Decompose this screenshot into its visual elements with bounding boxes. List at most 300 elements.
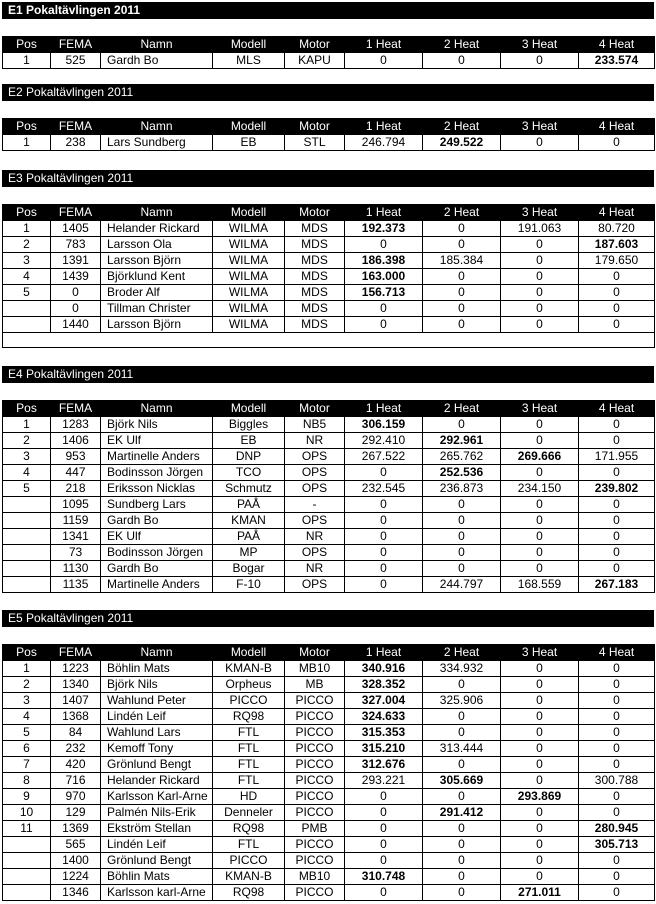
table-cell: PICCO <box>285 789 345 805</box>
results-table <box>2 36 655 69</box>
column-header: 4 Heat <box>579 119 655 135</box>
table-cell: 280.945 <box>579 821 655 837</box>
table-row <box>3 885 655 901</box>
table-cell: Bodinsson Jörgen <box>101 465 213 481</box>
table-cell: 0 <box>579 693 655 709</box>
table-cell: Karlsson karl-Arne <box>101 885 213 901</box>
table-cell: 0 <box>423 853 501 869</box>
table-cell: 324.633 <box>345 709 423 725</box>
table-cell: 0 <box>501 465 579 481</box>
table-cell: Sundberg Lars <box>101 497 213 513</box>
column-header: 1 Heat <box>345 645 423 661</box>
column-header: 4 Heat <box>579 645 655 661</box>
table-cell: 1440 <box>51 317 101 333</box>
table-cell: 0 <box>345 529 423 545</box>
table-cell: 0 <box>579 757 655 773</box>
table-cell: Karlsson Karl-Arne <box>101 789 213 805</box>
table-cell: 1346 <box>51 885 101 901</box>
table-cell: WILMA <box>213 221 285 237</box>
table-cell: MDS <box>285 285 345 301</box>
table-cell: 293.221 <box>345 773 423 789</box>
table-cell: PICCO <box>213 693 285 709</box>
table-cell: 0 <box>579 561 655 577</box>
table-cell <box>3 301 51 317</box>
table-cell: OPS <box>285 465 345 481</box>
column-header: Modell <box>213 37 285 53</box>
table-cell: 0 <box>501 433 579 449</box>
table-cell: EK Ulf <box>101 433 213 449</box>
column-header: 3 Heat <box>501 119 579 135</box>
table-cell: Grönlund Bengt <box>101 853 213 869</box>
table-cell: 0 <box>501 725 579 741</box>
table-cell: 1159 <box>51 513 101 529</box>
table-cell: 0 <box>501 837 579 853</box>
table-cell: 1341 <box>51 529 101 545</box>
table-cell: Wahlund Peter <box>101 693 213 709</box>
table-cell: 0 <box>501 497 579 513</box>
table-cell: 0 <box>345 465 423 481</box>
column-header: FEMA <box>51 401 101 417</box>
table-row <box>3 269 655 285</box>
table-cell: NB5 <box>285 417 345 433</box>
table-cell: 6 <box>3 741 51 757</box>
table-cell: 1391 <box>51 253 101 269</box>
table-cell: TCO <box>213 465 285 481</box>
results-table <box>2 118 655 151</box>
table-cell: 0 <box>579 741 655 757</box>
table-cell: 11 <box>3 821 51 837</box>
header-row <box>3 119 655 135</box>
table-cell: 293.869 <box>501 789 579 805</box>
table-cell: PICCO <box>285 837 345 853</box>
table-row <box>3 545 655 561</box>
table-cell: 1224 <box>51 869 101 885</box>
table-cell: 0 <box>579 529 655 545</box>
table-cell: 1340 <box>51 677 101 693</box>
table-cell: Ekström Stellan <box>101 821 213 837</box>
table-cell: 3 <box>3 693 51 709</box>
table-cell: 0 <box>423 237 501 253</box>
column-header: Motor <box>285 645 345 661</box>
table-row <box>3 301 655 317</box>
table-cell: 0 <box>423 709 501 725</box>
table-cell: Martinelle Anders <box>101 577 213 593</box>
table-cell: 0 <box>579 709 655 725</box>
column-header: Modell <box>213 205 285 221</box>
table-row <box>3 253 655 269</box>
table-cell <box>3 577 51 593</box>
section-title: E1 Pokaltävlingen 2011 <box>2 2 654 19</box>
column-header: 1 Heat <box>345 401 423 417</box>
table-cell: RQ98 <box>213 821 285 837</box>
table-cell: OPS <box>285 449 345 465</box>
table-cell: WILMA <box>213 301 285 317</box>
table-cell: 192.373 <box>345 221 423 237</box>
table-cell: HD <box>213 789 285 805</box>
table-cell: MP <box>213 545 285 561</box>
table-cell: 5 <box>3 285 51 301</box>
table-cell: NR <box>285 433 345 449</box>
table-cell: 313.444 <box>423 741 501 757</box>
table-cell: KMAN-B <box>213 661 285 677</box>
table-cell: 238 <box>51 135 101 151</box>
table-cell: 0 <box>579 417 655 433</box>
table-cell <box>3 853 51 869</box>
table-row <box>3 821 655 837</box>
table-row <box>3 513 655 529</box>
table-cell: FTL <box>213 725 285 741</box>
table-cell: 1400 <box>51 853 101 869</box>
table-cell: Larsson Björn <box>101 317 213 333</box>
table-cell: Gardh Bo <box>101 53 213 69</box>
table-cell: PICCO <box>285 709 345 725</box>
table-cell: 239.802 <box>579 481 655 497</box>
table-cell: 0 <box>501 709 579 725</box>
table-cell: 0 <box>579 853 655 869</box>
table-cell: 186.398 <box>345 253 423 269</box>
table-row <box>3 709 655 725</box>
table-cell: 310.748 <box>345 869 423 885</box>
table-cell: 1369 <box>51 821 101 837</box>
table-cell: 0 <box>345 853 423 869</box>
table-cell: 267.522 <box>345 449 423 465</box>
table-cell: 0 <box>423 269 501 285</box>
table-cell: 236.873 <box>423 481 501 497</box>
table-cell: DNP <box>213 449 285 465</box>
column-header: Modell <box>213 119 285 135</box>
column-header: Motor <box>285 37 345 53</box>
table-cell: 0 <box>345 545 423 561</box>
table-cell: 0 <box>423 285 501 301</box>
table-cell: 232.545 <box>345 481 423 497</box>
column-header: Namn <box>101 645 213 661</box>
column-header: Namn <box>101 205 213 221</box>
table-cell: 0 <box>579 513 655 529</box>
table-cell: FTL <box>213 741 285 757</box>
column-header: 3 Heat <box>501 401 579 417</box>
table-cell: Larsson Björn <box>101 253 213 269</box>
table-cell: Schmutz <box>213 481 285 497</box>
table-cell: 0 <box>345 885 423 901</box>
table-cell: 0 <box>579 725 655 741</box>
table-row <box>3 561 655 577</box>
section-title: E2 Pokaltävlingen 2011 <box>2 84 654 101</box>
table-cell: 1 <box>3 53 51 69</box>
table-cell: 305.713 <box>579 837 655 853</box>
table-cell: 0 <box>423 789 501 805</box>
table-row <box>3 837 655 853</box>
table-cell <box>3 885 51 901</box>
table-cell: 244.797 <box>423 577 501 593</box>
table-cell: 0 <box>345 301 423 317</box>
table-cell: Gardh Bo <box>101 513 213 529</box>
table-cell: 2 <box>3 237 51 253</box>
table-row <box>3 317 655 333</box>
table-row <box>3 773 655 789</box>
table-cell: MDS <box>285 221 345 237</box>
table-cell: 3 <box>3 253 51 269</box>
table-cell: 73 <box>51 545 101 561</box>
header-row <box>3 205 655 221</box>
table-cell: 1130 <box>51 561 101 577</box>
table-cell: 271.011 <box>501 885 579 901</box>
column-header: Pos <box>3 645 51 661</box>
table-cell <box>3 545 51 561</box>
table-row <box>3 497 655 513</box>
table-cell: 267.183 <box>579 577 655 593</box>
table-cell: 0 <box>501 661 579 677</box>
table-cell: 325.906 <box>423 693 501 709</box>
table-cell: 4 <box>3 465 51 481</box>
table-cell: 0 <box>423 757 501 773</box>
table-row <box>3 741 655 757</box>
table-cell: 0 <box>51 285 101 301</box>
table-cell: NR <box>285 561 345 577</box>
table-cell: 292.410 <box>345 433 423 449</box>
table-cell: 0 <box>501 53 579 69</box>
column-header: Pos <box>3 119 51 135</box>
table-cell: RQ98 <box>213 885 285 901</box>
table-cell: FTL <box>213 773 285 789</box>
table-cell: 0 <box>423 301 501 317</box>
table-cell: 0 <box>423 725 501 741</box>
table-cell: Eriksson Nicklas <box>101 481 213 497</box>
column-header: Namn <box>101 119 213 135</box>
table-cell: Bogar <box>213 561 285 577</box>
table-cell: 179.650 <box>579 253 655 269</box>
column-header: 3 Heat <box>501 205 579 221</box>
column-header: 2 Heat <box>423 205 501 221</box>
table-cell: 0 <box>501 545 579 561</box>
table-cell: 4 <box>3 269 51 285</box>
table-cell: PICCO <box>285 757 345 773</box>
table-cell <box>3 497 51 513</box>
table-cell: 953 <box>51 449 101 465</box>
column-header: 2 Heat <box>423 645 501 661</box>
table-cell: 7 <box>3 757 51 773</box>
table-row <box>3 433 655 449</box>
table-cell: 0 <box>579 269 655 285</box>
column-header: Motor <box>285 401 345 417</box>
table-cell: 334.932 <box>423 661 501 677</box>
table-cell: Martinelle Anders <box>101 449 213 465</box>
table-cell: PICCO <box>285 693 345 709</box>
table-cell: Wahlund Lars <box>101 725 213 741</box>
table-cell: 1 <box>3 221 51 237</box>
table-cell: PICCO <box>285 725 345 741</box>
table-cell: 84 <box>51 725 101 741</box>
table-row <box>3 789 655 805</box>
column-header: Namn <box>101 37 213 53</box>
column-header: 1 Heat <box>345 119 423 135</box>
table-cell <box>3 837 51 853</box>
table-cell: 0 <box>579 869 655 885</box>
table-row <box>3 529 655 545</box>
table-row <box>3 853 655 869</box>
table-cell: 0 <box>423 545 501 561</box>
results-table <box>2 400 655 593</box>
column-header: 1 Heat <box>345 205 423 221</box>
column-header: 2 Heat <box>423 37 501 53</box>
table-cell: 0 <box>501 417 579 433</box>
table-cell: 0 <box>345 821 423 837</box>
table-cell: MLS <box>213 53 285 69</box>
table-cell: 0 <box>345 513 423 529</box>
table-cell: 2 <box>3 433 51 449</box>
table-cell: 0 <box>423 561 501 577</box>
table-cell: 0 <box>579 301 655 317</box>
table-cell: 3 <box>3 449 51 465</box>
table-cell: 783 <box>51 237 101 253</box>
table-cell: 0 <box>501 529 579 545</box>
table-cell: MDS <box>285 253 345 269</box>
column-header: FEMA <box>51 645 101 661</box>
table-cell: MB10 <box>285 869 345 885</box>
table-cell: 0 <box>501 821 579 837</box>
table-cell: 328.352 <box>345 677 423 693</box>
table-cell: KAPU <box>285 53 345 69</box>
table-cell: 0 <box>579 885 655 901</box>
table-cell: MDS <box>285 317 345 333</box>
table-cell: 0 <box>579 135 655 151</box>
table-cell: Orpheus <box>213 677 285 693</box>
table-cell <box>3 869 51 885</box>
table-row <box>3 725 655 741</box>
table-cell: 1368 <box>51 709 101 725</box>
table-cell: 0 <box>579 433 655 449</box>
table-cell: RQ98 <box>213 709 285 725</box>
column-header: 4 Heat <box>579 205 655 221</box>
table-cell: 0 <box>501 853 579 869</box>
table-cell: NR <box>285 529 345 545</box>
table-cell: 1405 <box>51 221 101 237</box>
blank-cell <box>3 333 655 348</box>
table-cell: 0 <box>501 869 579 885</box>
table-cell: EB <box>213 135 285 151</box>
results-table <box>2 644 655 901</box>
header-row <box>3 401 655 417</box>
table-cell: 129 <box>51 805 101 821</box>
column-header: 1 Heat <box>345 37 423 53</box>
table-cell: 0 <box>345 837 423 853</box>
table-cell: - <box>285 497 345 513</box>
table-row <box>3 417 655 433</box>
table-cell: KMAN-B <box>213 869 285 885</box>
column-header: 4 Heat <box>579 37 655 53</box>
table-cell: 0 <box>345 237 423 253</box>
table-cell: 292.961 <box>423 433 501 449</box>
table-cell: Tillman Christer <box>101 301 213 317</box>
table-row <box>3 481 655 497</box>
table-cell: 327.004 <box>345 693 423 709</box>
table-cell: 1407 <box>51 693 101 709</box>
table-cell: 300.788 <box>579 773 655 789</box>
table-cell: 0 <box>345 577 423 593</box>
table-cell <box>3 513 51 529</box>
column-header: FEMA <box>51 119 101 135</box>
table-cell: 0 <box>423 53 501 69</box>
table-cell: MDS <box>285 237 345 253</box>
table-cell: 0 <box>423 885 501 901</box>
table-cell: 187.603 <box>579 237 655 253</box>
table-cell: Björk Nils <box>101 677 213 693</box>
table-cell: PICCO <box>213 853 285 869</box>
table-cell: Böhlin Mats <box>101 661 213 677</box>
table-row <box>3 805 655 821</box>
table-cell: Lindén Leif <box>101 837 213 853</box>
table-cell: 340.916 <box>345 661 423 677</box>
table-row <box>3 221 655 237</box>
table-cell: Broder Alf <box>101 285 213 301</box>
table-cell: 0 <box>423 417 501 433</box>
table-cell: 1 <box>3 135 51 151</box>
table-cell: 0 <box>501 513 579 529</box>
column-header: 2 Heat <box>423 119 501 135</box>
table-row <box>3 677 655 693</box>
table-cell: PAÅ <box>213 529 285 545</box>
header-row <box>3 37 655 53</box>
table-cell: 0 <box>579 677 655 693</box>
table-cell: 218 <box>51 481 101 497</box>
table-cell: OPS <box>285 513 345 529</box>
table-cell: 0 <box>423 529 501 545</box>
blank-row <box>3 333 655 348</box>
table-cell: 0 <box>579 789 655 805</box>
table-cell: 0 <box>345 497 423 513</box>
table-cell: 5 <box>3 481 51 497</box>
table-cell: 1283 <box>51 417 101 433</box>
table-cell: 1406 <box>51 433 101 449</box>
table-cell: 0 <box>423 837 501 853</box>
table-cell: 315.353 <box>345 725 423 741</box>
table-cell: OPS <box>285 545 345 561</box>
table-cell: 232 <box>51 741 101 757</box>
table-cell: 8 <box>3 773 51 789</box>
table-row <box>3 693 655 709</box>
table-cell: Björklund Kent <box>101 269 213 285</box>
table-cell: OPS <box>285 577 345 593</box>
table-cell: 0 <box>423 677 501 693</box>
table-cell: Denneler <box>213 805 285 821</box>
section-title: E5 Pokaltävlingen 2011 <box>2 610 654 627</box>
section-title: E3 Pokaltävlingen 2011 <box>2 170 654 187</box>
table-cell: EK Ulf <box>101 529 213 545</box>
table-row <box>3 465 655 481</box>
table-cell <box>3 317 51 333</box>
column-header: Modell <box>213 645 285 661</box>
table-cell: 156.713 <box>345 285 423 301</box>
table-cell: PAÅ <box>213 497 285 513</box>
table-cell: PICCO <box>285 741 345 757</box>
table-cell: WILMA <box>213 269 285 285</box>
table-cell: 0 <box>579 661 655 677</box>
table-cell: FTL <box>213 757 285 773</box>
table-cell: 312.676 <box>345 757 423 773</box>
table-cell: 0 <box>345 561 423 577</box>
header-row <box>3 645 655 661</box>
column-header: Namn <box>101 401 213 417</box>
table-cell: 163.000 <box>345 269 423 285</box>
table-cell: 0 <box>501 135 579 151</box>
table-cell: 269.666 <box>501 449 579 465</box>
table-row <box>3 577 655 593</box>
table-cell: Biggles <box>213 417 285 433</box>
column-header: Pos <box>3 37 51 53</box>
table-cell: 306.159 <box>345 417 423 433</box>
table-cell: 716 <box>51 773 101 789</box>
table-cell: PICCO <box>285 805 345 821</box>
table-cell: 168.559 <box>501 577 579 593</box>
